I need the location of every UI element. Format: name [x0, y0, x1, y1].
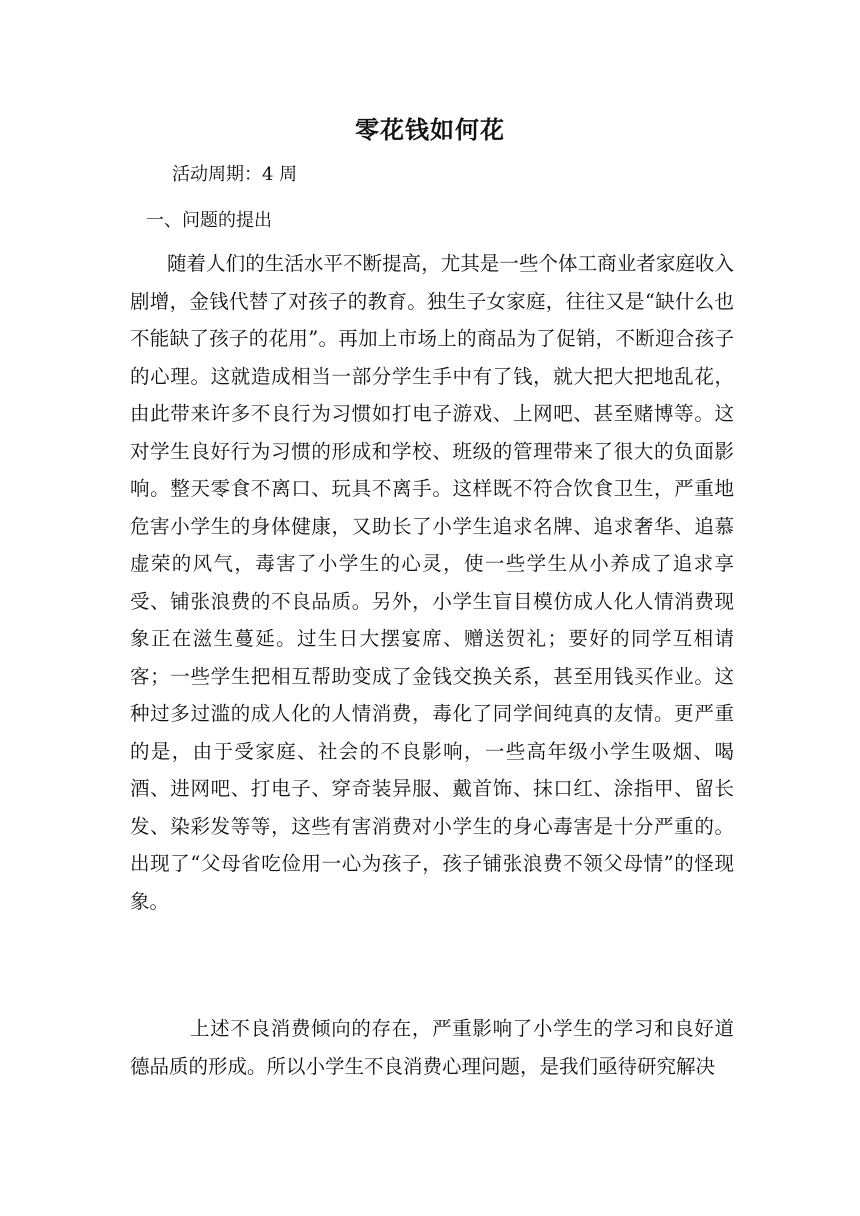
body-paragraph-1: 随着人们的生活水平不断提高，尤其是一些个体工商业者家庭收入剧增，金钱代替了对孩子的教育。独生子女家庭，往往又是“缺什么也不能缺了孩子的花用”。再加上市场上的商品为了促销，不断迎合孩子的心理。这就造成相当一部分学生手中有了钱，就大把大把地乱花，由此带来许多不良行为习惯如打电子游戏、上网吧、甚至赌博等。这对学生良好行为习惯的形成和学校、班级的管理带来了很大的负面影响。整天零食不离口、玩具不离手。这样既不符合饮食卫生，严重地危害小学生的身体健康，又助长了小学生追求名牌、追求奢华、追慕虚荣的风气，毒害了小学生的心灵，使一些学生从小养成了追求享受、铺张浪费的不良品质。另外，小学生盲目模仿成人化人情消费现象正在滋生蔓延。过生日大摆宴席、赠送贺礼；要好的同学互相请客；一些学生把相互帮助变成了金钱交换关系，甚至用钱买作业。这种过多过滥的成人化的人情消费，毒化了同学间纯真的友情。更严重的是，由于受家庭、社会的不良影响，一些高年级小学生吸烟、喝酒、进网吧、打电子、穿奇装异服、戴首饰、抹口红、涂指甲、留长发、染彩发等等，这些有害消费对小学生的身心毒害是十分严重的。出现了“父母省吃俭用一心为孩子，孩子铺张浪费不领父母情”的怪现象。	[130, 252, 734, 913]
activity-period: 活动周期：4 周	[172, 164, 298, 185]
document-title: 零花钱如何花	[355, 115, 505, 144]
section-heading: 一、问题的提出	[146, 210, 272, 231]
body-paragraph-2: 上述不良消费倾向的存在，严重影响了小学生的学习和良好道德品质的形成。所以小学生不良消费心理问题，是我们亟待研究解决	[130, 1017, 734, 1078]
